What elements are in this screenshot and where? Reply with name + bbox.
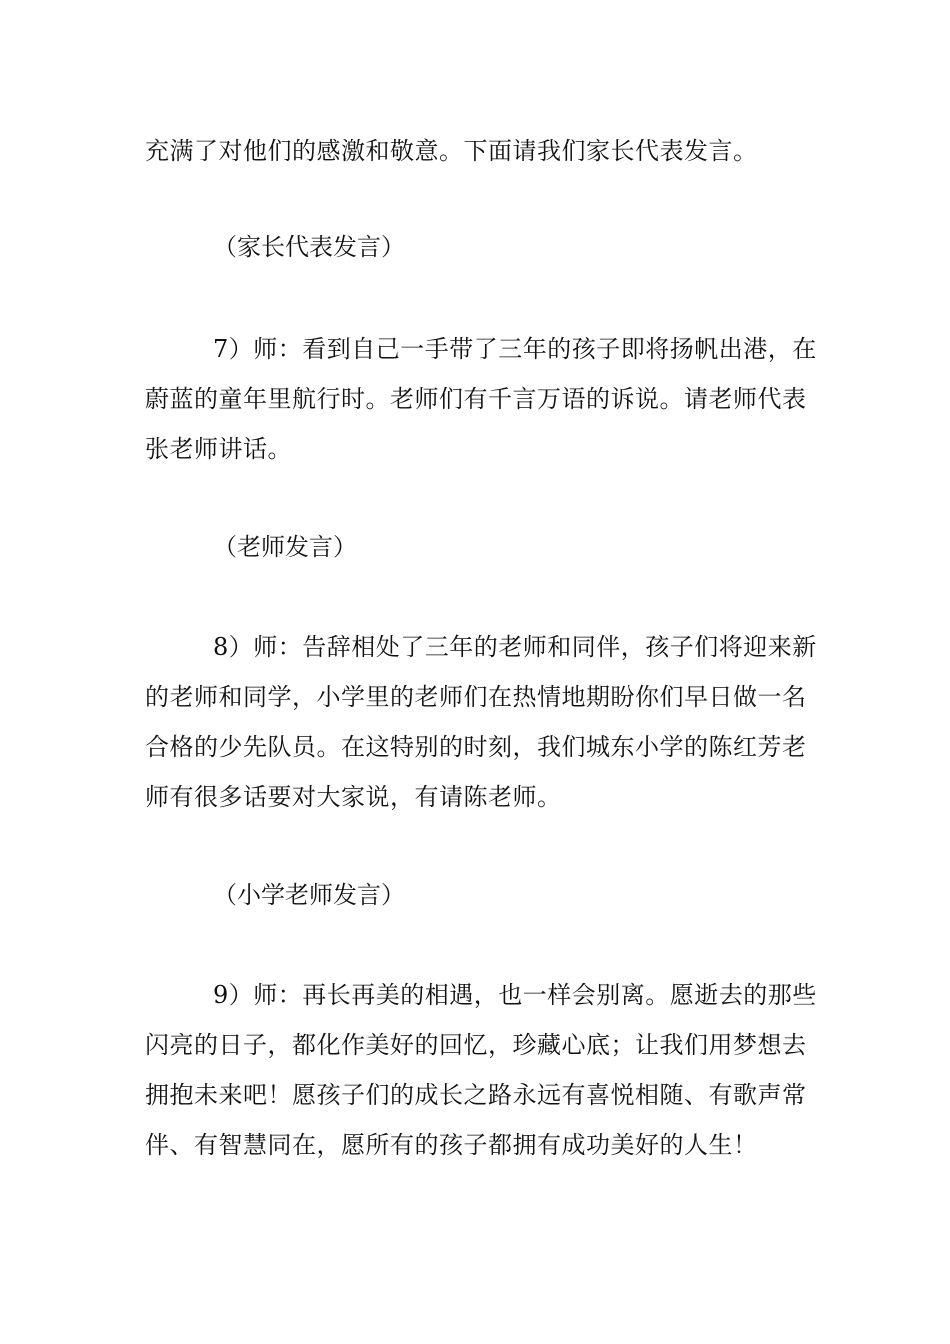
paragraph-teacher-9: 9）师：再长再美的相遇，也一样会别离。愿逝去的那些闪亮的日子，都化作美好的回忆，珍藏心底；让我们用梦想去拥抱未来吧！愿孩子们的成长之路永远有喜悦相随、有歌声常伴、有智慧同在，愿所有的孩子都拥有成功美好的人生！ <box>145 981 817 1159</box>
paragraph-teacher-7: 7）师：看到自己一手带了三年的孩子即将扬帆出港，在蔚蓝的童年里航行时。老师们有千言万语的诉说。请老师代表张老师讲话。 <box>145 335 817 463</box>
paragraph-continuation: 充满了对他们的感激和敬意。下面请我们家长代表发言。 <box>145 137 758 165</box>
stage-direction-teacher-speech: （老师发言） <box>213 533 357 561</box>
stage-direction-primary-teacher-speech: （小学老师发言） <box>213 881 405 909</box>
stage-direction-parent-speech: （家长代表发言） <box>213 233 405 261</box>
paragraph-teacher-8: 8）师：告辞相处了三年的老师和同伴，孩子们将迎来新的老师和同学，小学里的老师们在热情地期盼你们早日做一名合格的少先队员。在这特别的时刻，我们城东小学的陈红芳老师有很多话要对大家说，有请陈老师。 <box>145 633 817 811</box>
